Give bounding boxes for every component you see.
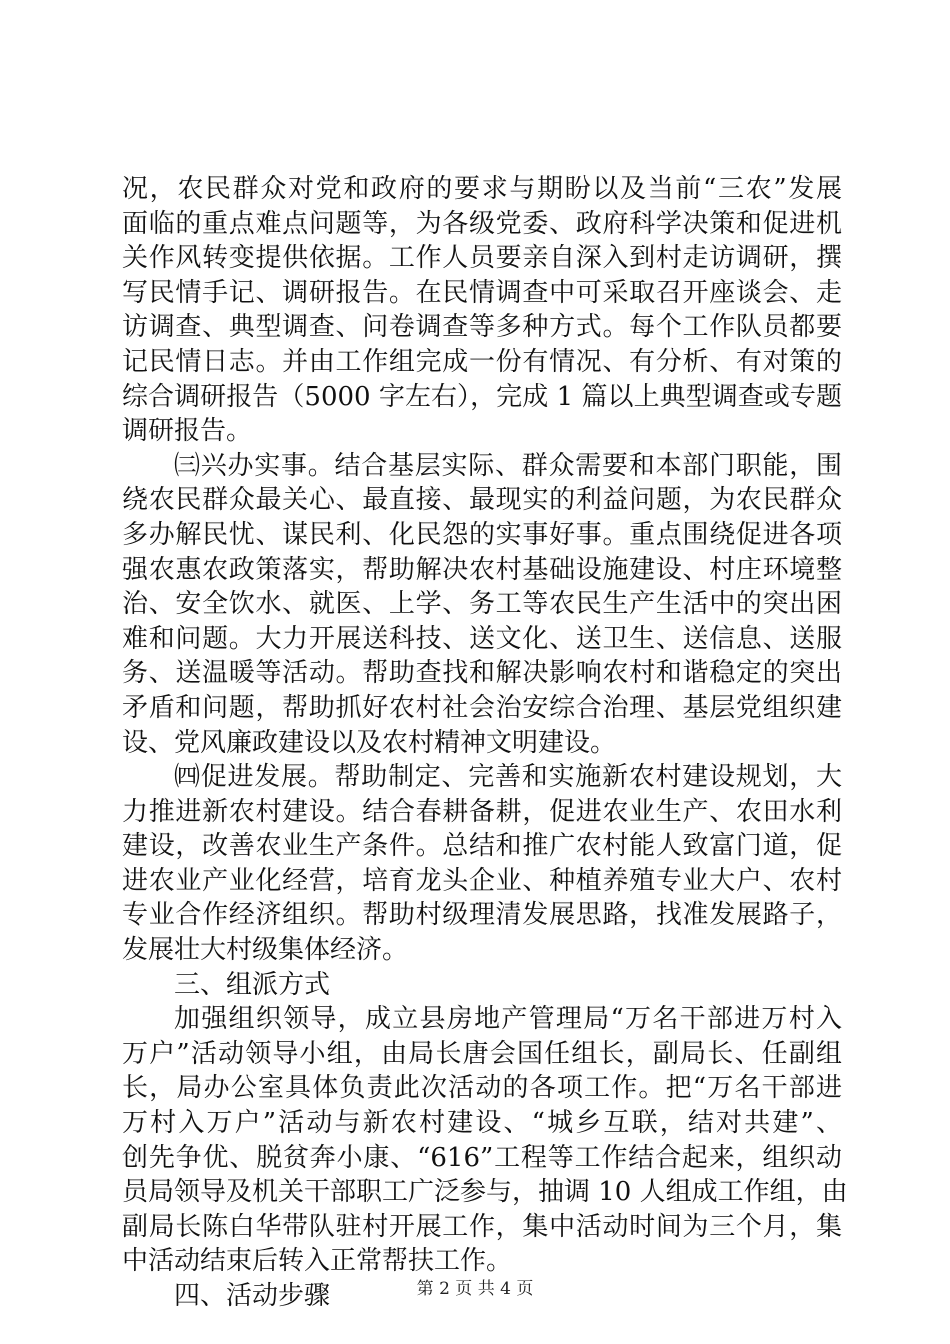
- text-line: 综合调研报告（5000 字左右），完成 1 篇以上典型调查或专题: [122, 381, 842, 412]
- text-line: 设、党风廉政建设以及农村精神文明建设。: [122, 727, 617, 758]
- document-body: [122, 172, 848, 1314]
- text-line: 建设，改善农业生产条件。总结和推广农村能人致富门道，促: [122, 831, 842, 862]
- text-line: 关作风转变提供依据。工作人员要亲自深入到村走访调研，撰: [122, 243, 842, 274]
- text-line: 中活动结束后转入正常帮扶工作。: [122, 1246, 513, 1277]
- text-line: 治、安全饮水、就医、上学、务工等农民生产生活中的突出困: [122, 589, 842, 620]
- text-line: 发展壮大村级集体经济。: [122, 935, 409, 966]
- text-line: 况，农民群众对党和政府的要求与期盼以及当前“三农”发展: [122, 174, 842, 204]
- page-number-footer: 第 2 页 共 4 页: [416, 1279, 534, 1299]
- text-line: 万户”活动领导小组，由局长唐会国任组长，副局长、任副组: [122, 1038, 842, 1069]
- paragraph-first-line: 加强组织领导，成立县房地产管理局“万名干部进万村入: [174, 1004, 842, 1035]
- text-line: 长，局办公室具体负责此次活动的各项工作。把“万名干部进: [122, 1073, 842, 1104]
- text-line: 绕农民群众最关心、最直接、最现实的利益问题，为农民群众: [122, 485, 842, 516]
- text-line: 写民情手记、调研报告。在民情调查中可采取召开座谈会、走: [122, 277, 842, 308]
- section-three-first-line: ㈢兴办实事。结合基层实际、群众需要和本部门职能，围: [174, 450, 842, 481]
- section-heading: 四、活动步骤: [174, 1281, 331, 1311]
- text-line: 多办解民忧、谋民利、化民怨的实事好事。重点围绕促进各项: [122, 519, 842, 550]
- text-line: 副局长陈白华带队驻村开展工作，集中活动时间为三个月，集: [122, 1211, 842, 1242]
- text-line: 务、送温暖等活动。帮助查找和解决影响农村和谐稳定的突出: [122, 658, 842, 689]
- text-line: 访调查、典型调查、问卷调查等多种方式。每个工作队员都要: [122, 312, 842, 343]
- text-line: 万村入万户”活动与新农村建设、“城乡互联，结对共建”、: [122, 1108, 842, 1139]
- section-four-first-line: ㈣促进发展。帮助制定、完善和实施新农村建设规划，大: [174, 762, 842, 793]
- text-line: 强农惠农政策落实，帮助解决农村基础设施建设、村庄环境整: [122, 554, 842, 585]
- text-line: 记民情日志。并由工作组完成一份有情况、有分析、有对策的: [122, 346, 842, 377]
- text-line: 调研报告。: [122, 416, 253, 447]
- text-line: 员局领导及机关干部职工广泛参与，抽调 10 人组成工作组，由: [122, 1177, 848, 1208]
- text-line: 力推进新农村建设。结合春耕备耕，促进农业生产、农田水利: [122, 796, 842, 827]
- section-heading: 三、组派方式: [174, 969, 331, 1000]
- text-line: 难和问题。大力开展送科技、送文化、送卫生、送信息、送服: [122, 623, 842, 654]
- text-line: 进农业产业化经营，培育龙头企业、种植养殖专业大户、农村: [122, 865, 842, 896]
- text-line: 矛盾和问题，帮助抓好农村社会治安综合治理、基层党组织建: [122, 692, 842, 723]
- text-line: 专业合作经济组织。帮助村级理清发展思路，找准发展路子，: [122, 900, 842, 931]
- text-line: 创先争优、脱贫奔小康、“616”工程等工作结合起来，组织动: [122, 1142, 842, 1173]
- text-line: 面临的重点难点问题等，为各级党委、政府科学决策和促进机: [122, 208, 842, 239]
